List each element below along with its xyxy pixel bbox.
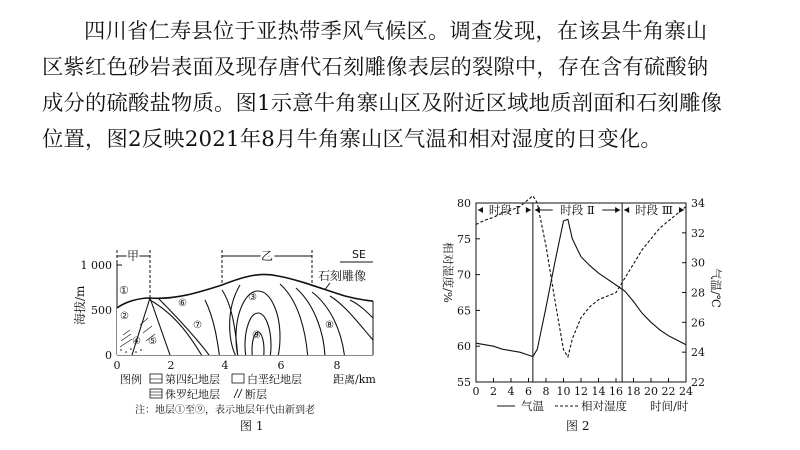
legend-cretaceous: 白垩纪地层 (247, 373, 302, 386)
legend-temp-label: 气温 (521, 399, 544, 413)
legend-quaternary: 第四纪地层 (165, 373, 220, 386)
y-right-tick-label-34: 34 (691, 197, 705, 210)
y-right-tick-label-24: 24 (691, 346, 705, 360)
region-yi-label: 乙 (260, 249, 274, 263)
y-right-tick-label-22: 22 (691, 376, 705, 389)
fig1-xtick-2: 2 (167, 359, 175, 372)
paragraph-line-2: 区紫红色砂岩表面及现存唐代石刻雕像表层的裂隙中，存在含有硫酸钠 (42, 55, 709, 80)
x-tick-label-2: 2 (490, 385, 497, 398)
x-tick-label-8: 8 (542, 385, 550, 398)
x-tick-label-4: 4 (507, 385, 515, 398)
legend-fault: 断层 (245, 388, 267, 401)
x-tick-label-12: 12 (574, 385, 588, 398)
y-left-tick-label-75: 75 (457, 232, 471, 246)
y-right-tick-label-26: 26 (691, 316, 705, 330)
fig1-ylabel: 海拔/m (73, 285, 87, 325)
fig2-caption: 图 2 (566, 419, 590, 433)
legend-humidity-label: 相对湿度 (581, 399, 627, 413)
period-label-1: 时段 Ⅰ (488, 203, 521, 217)
y-left-tick-label-65: 65 (457, 304, 471, 318)
x-tick-label-20: 20 (644, 385, 658, 398)
y-right-tick-label-30: 30 (691, 256, 705, 270)
layer-label-7: ⑦ (193, 320, 202, 331)
layer-label-9: ⑨ (252, 330, 261, 341)
x-tick-label-24: 24 (679, 385, 693, 398)
x-tick-label-18: 18 (626, 385, 641, 398)
fig2-plot-frame (476, 203, 686, 382)
period-label-3: 时段 Ⅲ (635, 203, 673, 217)
legend-title: 图例 (120, 373, 142, 386)
y-left-tick-label-80: 80 (457, 197, 471, 210)
statue-label: 石刻雕像 (318, 269, 367, 283)
direction-se: SE (352, 248, 366, 261)
fig1-ytick-0: 0 (105, 349, 112, 362)
legend-jurassic: 侏罗纪地层 (165, 388, 220, 401)
fig1-ytick-500: 500 (91, 304, 112, 317)
layer-label-6: ⑥ (178, 298, 187, 309)
x-tick-label-0: 0 (472, 385, 480, 398)
layer-label-5: ⑤ (148, 336, 157, 347)
period-arrowhead-left-1 (478, 207, 483, 213)
layer-label-8: ⑧ (325, 320, 334, 331)
fig1-xlabel: 距离/km (333, 373, 376, 386)
period-arrowhead-right-2 (615, 207, 620, 213)
layer-label-2: ② (120, 311, 129, 322)
x-tick-label-16: 16 (609, 385, 623, 398)
y-left-tick-label-70: 70 (457, 268, 471, 282)
fig1-xtick-6: 6 (277, 359, 285, 372)
region-jia-label: 甲 (126, 249, 140, 263)
fig1-note: 注：地层①至⑨，表示地层年代由新到老 (135, 405, 315, 416)
y-right-tick-label-32: 32 (691, 226, 705, 240)
y-left-tick-label-55: 55 (457, 376, 471, 389)
layer-label-1: ① (119, 284, 129, 297)
fig1-xtick-4: 4 (221, 359, 229, 372)
y-left-tick-label-60: 60 (457, 340, 471, 354)
fig1-caption: 图 1 (240, 419, 264, 433)
fig1-ytick-1000: 1 000 (80, 259, 112, 272)
x-tick-label-22: 22 (661, 385, 676, 398)
paragraph-line-4: 位置，图2反映2021年8月牛角寨山区气温和相对湿度的日变化。 (42, 127, 662, 152)
layer-label-4: ④ (132, 336, 141, 347)
fig1-xtick-8: 8 (333, 359, 341, 372)
fig2-ylabel-left: 相对湿度/% (441, 242, 455, 303)
paragraph-line-3: 成分的硫酸盐物质。图1示意牛角寨山区及附近区域地质剖面和石刻雕像 (42, 91, 723, 116)
paragraph-line-1: 四川省仁寿县位于亚热带季风气候区。调查发现，在该县牛角寨山 (84, 19, 708, 44)
period-label-2: 时段 Ⅱ (560, 203, 595, 217)
fig1-xtick-0: 0 (113, 359, 121, 372)
x-tick-label-10: 10 (556, 385, 571, 398)
layer-label-3: ③ (248, 292, 257, 303)
fig2-ylabel-right: 气温/℃ (709, 268, 723, 308)
temperature-line (476, 219, 686, 356)
x-tick-label-14: 14 (591, 385, 606, 398)
fig2-xlabel: 时间/时 (650, 399, 689, 413)
y-right-tick-label-28: 28 (691, 286, 705, 300)
period-arrowhead-right-1 (526, 207, 531, 213)
x-tick-label-6: 6 (525, 385, 532, 398)
humidity-line (476, 196, 686, 357)
period-arrowhead-left-3 (624, 207, 629, 213)
